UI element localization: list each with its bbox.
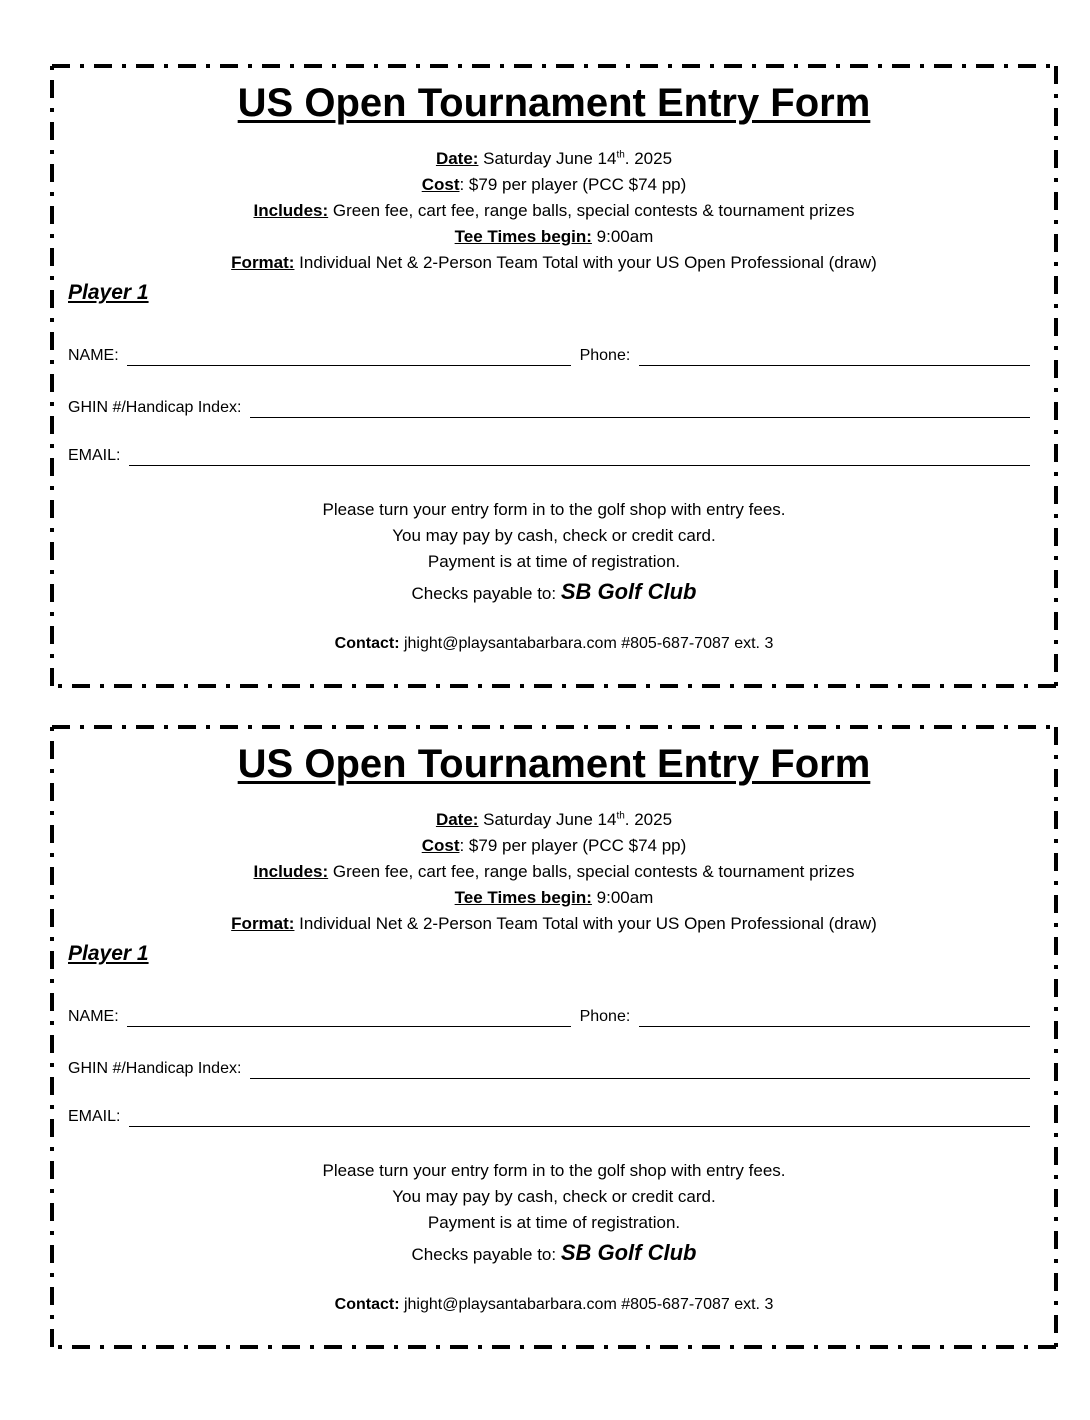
phone-field[interactable] [639, 1010, 1030, 1027]
name-phone-row [68, 346, 1030, 366]
contact-label: Contact: [334, 635, 400, 652]
date-year: . 2025 [624, 149, 673, 168]
ghin-field[interactable] [250, 401, 1030, 418]
date-suffix: th [616, 149, 625, 161]
ghin-field[interactable] [250, 1062, 1030, 1079]
club-name: SB Golf Club [560, 1240, 697, 1265]
cost-value: : $79 per player (PCC $74 pp) [459, 836, 687, 855]
cost-label: Cost [421, 175, 460, 194]
tee-times-value: 9:00am [591, 227, 654, 246]
format-line [52, 911, 1056, 937]
email-row [68, 1107, 1030, 1127]
cost-label: Cost [421, 836, 460, 855]
note-line-3: Payment is at time of registration. [427, 1213, 681, 1232]
email-field[interactable] [129, 449, 1030, 466]
format-value: Individual Net & 2-Person Team Total with your US Open Professional (draw) [294, 253, 877, 272]
club-name: SB Golf Club [560, 579, 697, 604]
note-line-2: You may pay by cash, check or credit card. [392, 1187, 716, 1206]
checks-label: Checks payable to: [411, 1245, 561, 1264]
date-suffix: th [616, 810, 625, 822]
phone-field[interactable] [639, 349, 1030, 366]
date-line [52, 146, 1056, 172]
note-line-1: Please turn your entry form in to the golf shop with entry fees. [322, 500, 786, 519]
ghin-label: GHIN #/Handicap Index: [68, 1060, 246, 1077]
date-label: Date: [435, 810, 479, 829]
name-label: NAME: [68, 1008, 124, 1025]
contact-line [52, 631, 1056, 657]
email-field[interactable] [129, 1110, 1030, 1127]
contact-value: jhight@playsantabarbara.com #805-687-7087 ext. 3 [399, 1296, 774, 1313]
checks-label: Checks payable to: [411, 584, 561, 603]
includes-label: Includes: [253, 201, 329, 220]
payment-notes [52, 497, 1056, 657]
payment-notes [52, 1158, 1056, 1318]
email-row [68, 446, 1030, 466]
format-line [52, 250, 1056, 276]
note-line-3: Payment is at time of registration. [427, 552, 681, 571]
date-line [52, 807, 1056, 833]
tee-times-value: 9:00am [591, 888, 654, 907]
email-label: EMAIL: [68, 1108, 125, 1125]
includes-line [52, 198, 1056, 224]
player-heading: Player 1 [68, 942, 149, 965]
ghin-row [68, 1059, 1030, 1079]
format-value: Individual Net & 2-Person Team Total with your US Open Professional (draw) [294, 914, 877, 933]
includes-value: Green fee, cart fee, range balls, special contests & tournament prizes [328, 201, 855, 220]
ghin-label: GHIN #/Handicap Index: [68, 399, 246, 416]
tee-times-label: Tee Times begin: [454, 227, 592, 246]
entry-form-2 [52, 727, 1056, 1347]
phone-label: Phone: [575, 1008, 635, 1025]
includes-line [52, 859, 1056, 885]
checks-payable-line [52, 579, 1056, 607]
tee-times-line [52, 224, 1056, 250]
includes-value: Green fee, cart fee, range balls, special contests & tournament prizes [328, 862, 855, 881]
checks-payable-line [52, 1240, 1056, 1268]
tee-times-label: Tee Times begin: [454, 888, 592, 907]
tee-times-line [52, 885, 1056, 911]
date-value: Saturday June 14 [478, 810, 617, 829]
name-phone-row [68, 1007, 1030, 1027]
form-title: US Open Tournament Entry Form [237, 81, 871, 125]
contact-label: Contact: [334, 1296, 400, 1313]
date-value: Saturday June 14 [478, 149, 617, 168]
name-field[interactable] [127, 349, 571, 366]
note-line-1: Please turn your entry form in to the golf shop with entry fees. [322, 1161, 786, 1180]
event-info [52, 146, 1056, 276]
cost-value: : $79 per player (PCC $74 pp) [459, 175, 687, 194]
cost-line [52, 172, 1056, 198]
date-year: . 2025 [624, 810, 673, 829]
date-label: Date: [435, 149, 479, 168]
form-title: US Open Tournament Entry Form [237, 742, 871, 786]
phone-label: Phone: [575, 347, 635, 364]
contact-value: jhight@playsantabarbara.com #805-687-7087 ext. 3 [399, 635, 774, 652]
ghin-row [68, 398, 1030, 418]
name-field[interactable] [127, 1010, 571, 1027]
email-label: EMAIL: [68, 447, 125, 464]
entry-form-1 [52, 66, 1056, 686]
event-info [52, 807, 1056, 937]
player-heading: Player 1 [68, 281, 149, 304]
format-label: Format: [231, 914, 295, 933]
contact-line [52, 1292, 1056, 1318]
format-label: Format: [231, 253, 295, 272]
name-label: NAME: [68, 347, 124, 364]
note-line-2: You may pay by cash, check or credit card. [392, 526, 716, 545]
cost-line [52, 833, 1056, 859]
includes-label: Includes: [253, 862, 329, 881]
